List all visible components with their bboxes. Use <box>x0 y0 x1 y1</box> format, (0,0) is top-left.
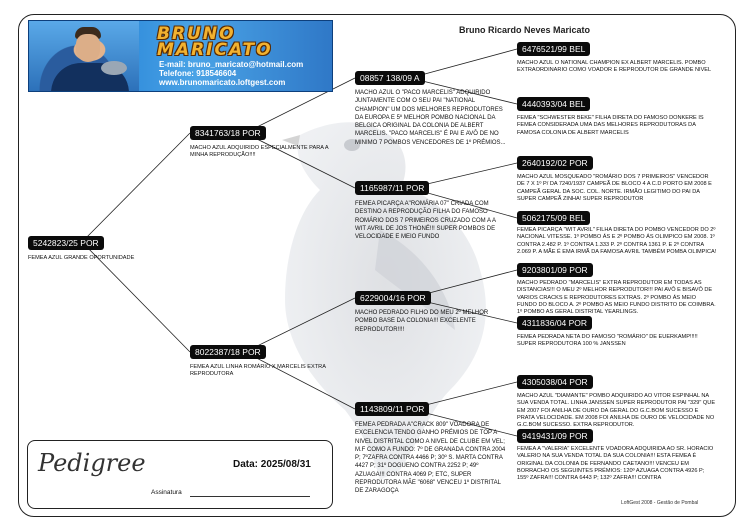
owner-title: Bruno Ricardo Neves Maricato <box>459 25 591 35</box>
great-grandparent-7-ring: 4305038/04 POR <box>517 375 593 389</box>
breeder-website: www.brunomaricato.loftgest.com <box>159 78 286 87</box>
footer-credit: LoftGest 2008 - Gestão de Pombal <box>621 500 699 506</box>
breeder-email: E-mail: bruno_maricato@hotmail.com <box>159 60 304 69</box>
breeder-photo <box>29 21 139 92</box>
breeder-last-name: MARICATO <box>157 40 273 60</box>
breeder-banner <box>28 20 333 92</box>
pedigree-date: Data: 2025/08/31 <box>233 459 311 470</box>
breeder-first-name: BRUNO <box>157 24 236 44</box>
great-grandparent-3-description: MACHO AZUL MOSQUEADO "ROMÁRIO DOS 7 PRIMEIROS" VENCEDOR DE 7 X 1º P/ DA 7240/1937 CAMPEÃ DE BLOCO 4 A C.D PORTO EM 2008 E CAMPEÃ GERAL DA SOC. COL. NORTE. IRMÃO LEGITIMO DO PAI DA SUPER CAMPEÃ ZINHA! SUPER REPRODUTOR <box>517 174 712 202</box>
great-grandparent-8-description: FEMEA A "VALERIA" EXCELENTE VOADORA ADQUIRIDA AO SR. HORACIO VALERIO NA SUA VENDA TOTAL DA SUA COLONIA!!! ESTA FEMEA É ORIGINAL DA COLONIA DE FERNANDO CAETANO!!! VENCEU EM BORRACHO OS SEGUINTES PRÉMIOS: 120º AZUAGA CONTRA 4926 P; 155º ZAFRA!!! CONTRA 6443 P; 132º ZAFRA!!! CONTRA <box>517 446 714 482</box>
signature-line <box>190 496 310 497</box>
great-grandparent-1-ring: 6476521/99 BEL <box>517 42 590 56</box>
grandparent-4-ring: 1143809/11 POR <box>355 402 429 416</box>
great-grandparent-5-description: MACHO PEDRADO "MARCELIS" EXTRA REPRODUTOR EM TODAS AS DISTANCIAS!!! O MEU 2º MELHOR REPRODUTOR!!! PAI AVÔ E BISAVÔ DE VARIOS CRACKS E REPRODUTORES EXTRAS. 2º POMBO ÁS MEIO FUNDO DO BLOCO A. 2º POMBO AS MEIO FUNDO DISTRITO DE COIMBRA. 1º POMBO AS GERAL DISTRITAL YEARLINGS. <box>517 280 716 316</box>
subject-ring: 5242823/25 POR <box>28 236 104 250</box>
grandparent-4-description: FEMEA PEDRADA A"CRACK 809" VOADORA DE EXCELENCIA TENDO GANHO PRÉMIOS DE TOP A NIVEL DISTRITAL COMO A NIVEL DE CLUBE EM VEL; M.F COMO A FUNDO: 7º DE GRANADA CONTRA 2004 P; 7ºZAFRA CONTRA 4466 P; 30º S. MARTA CONTRA 4427 P; 31º DOGUENO CONTRA 2252 P; 49º AZUAGA!!! CONTRA 4069 P; ETC, SUPER REPRODUTORA MÃE "6068" VENCEU 1º DISTRITAL DE ZARAGOÇA <box>355 422 506 495</box>
great-grandparent-6-ring: 4311836/04 POR <box>517 316 592 330</box>
sire-description: MACHO AZUL ADQUIRIDO ESPECIALMENTE PARA A MINHA REPRODUÇÃO!!!! <box>190 145 329 159</box>
grandparent-2-description: FEMEA PICARÇA A"ROMÁRIA 07" CRIADA COM DESTINO A REPRODUÇÃO FILHA DO FAMOSO ROMÁRIO DOS 7 PRIMEIROS CRUZADO COM A A WIT AVRIL DE JOS THONÉ!!! SUPER POMBOS DE VELOCIDADE E MEIO FUNDO <box>355 201 496 241</box>
grandparent-3-ring: 6229004/16 POR <box>355 291 431 305</box>
signature-label: Assinatura <box>151 489 182 496</box>
great-grandparent-6-description: FEMEA PEDRADA NETA DO FAMOSO "ROMÁRIO" DE EUERKAMP!!!!! SUPER REPRODUTORA 100 % JANSSEN <box>517 334 698 348</box>
great-grandparent-3-ring: 2640192/02 POR <box>517 156 593 170</box>
great-grandparent-8-ring: 9419431/09 POR <box>517 429 593 443</box>
subject-description: FEMEA AZUL GRANDE OPORTUNIDADE <box>28 255 135 261</box>
grandparent-2-ring: 1165987/11 POR <box>355 181 429 195</box>
grandparent-1-description: MACHO AZUL O "PACO MARCELIS" ADQUIRIDO JUNTAMENTE COM O SEU PAI "NATIONAL CHAMPION" UM DOS MELHORES REPRODUTORES DA EUROPA E 5º MELHOR POMBO NACIONAL DA BELGICA ORIGINAL DA COLONIA DE ALBERT MARCELIS. "PACO MARCELIS" É PAI E AVÔ DE NO MINIMO 7 POMBOS VENCEDORES DE 1º PRÉMIOS... <box>355 90 506 146</box>
breeder-phone: Telefone: 918546604 <box>159 69 237 78</box>
dam-description: FEMEA AZUL LINHA ROMÁRIO X MARCELIS EXTRA REPRODUTORA <box>190 364 326 378</box>
grandparent-3-description: MACHO PEDRADO FILHO DO MEU 2º MELHOR POMBO BASE DA COLONIA!!! EXCELENTE REPRODUTOR!!!! <box>355 310 489 333</box>
dam-ring: 8022387/18 POR <box>190 345 266 359</box>
great-grandparent-5-ring: 9203801/09 POR <box>517 263 593 277</box>
great-grandparent-7-description: MACHO AZUL "DIAMANTE" POMBO ADQUIRIDO AO VITOR ESPINHAL NA SUA VENDA TOTAL. LINHA JANSSEN SUPER REPRODUTOR PAI "329" QUE EM 2007 FOI ANILHA DE OURO DA GERAL DO G.C.BOM SUCESSO E PRATA VELOCIDADE. EM 2008 FOI ANILHA DE OURO DE VELOCIDADE NO G.C.BOM SUCESSO. EXTRA REPRODUTOR. <box>517 393 716 429</box>
great-grandparent-4-description: FEMEA PICARÇA "WIT AVRIL" FILHA DIRETA DO POMBO VENCEDOR DO 2º NACIONAL VITESSE. 1º POMBO ÁS E 2º POMBO ÁS OLIMPICO EM 2008. 1º CONTRA 2.482 P. 1º CONTRA 1.333 P. 2º CONTRA 1361 P. E 2º CONTRA 2.069 P. A MÃE É EMA IRMÃ DA FAMOSA AVRIL TAMBÉM POMBA OLIMPICA! <box>517 227 717 255</box>
pedigree-logo: Pedigree <box>38 449 146 477</box>
great-grandparent-2-ring: 4440393/04 BEL <box>517 97 590 111</box>
great-grandparent-4-ring: 5062175/09 BEL <box>517 211 590 225</box>
great-grandparent-1-description: MACHO AZUL O NATIONAL CHAMPION EX ALBERT MARCELIS. POMBO EXTRAORDINARIO COMO VOADOR E REPRODUTOR DE GRANDE NIVEL <box>517 60 712 74</box>
grandparent-1-ring: 08857 138/09 A <box>355 71 425 85</box>
sire-ring: 8341763/18 POR <box>190 126 266 140</box>
great-grandparent-2-description: FEMEA "SCHWESTER BEKE" FILHA DIRETA DO FAMOSO DONKERE IS FEMEA CONSIDERADA UMA DAS MELHORES REPRODUTORAS DA FAMOSA COLONIA DE ALBERT MARCELIS <box>517 115 704 136</box>
pedigree-card <box>27 440 333 509</box>
